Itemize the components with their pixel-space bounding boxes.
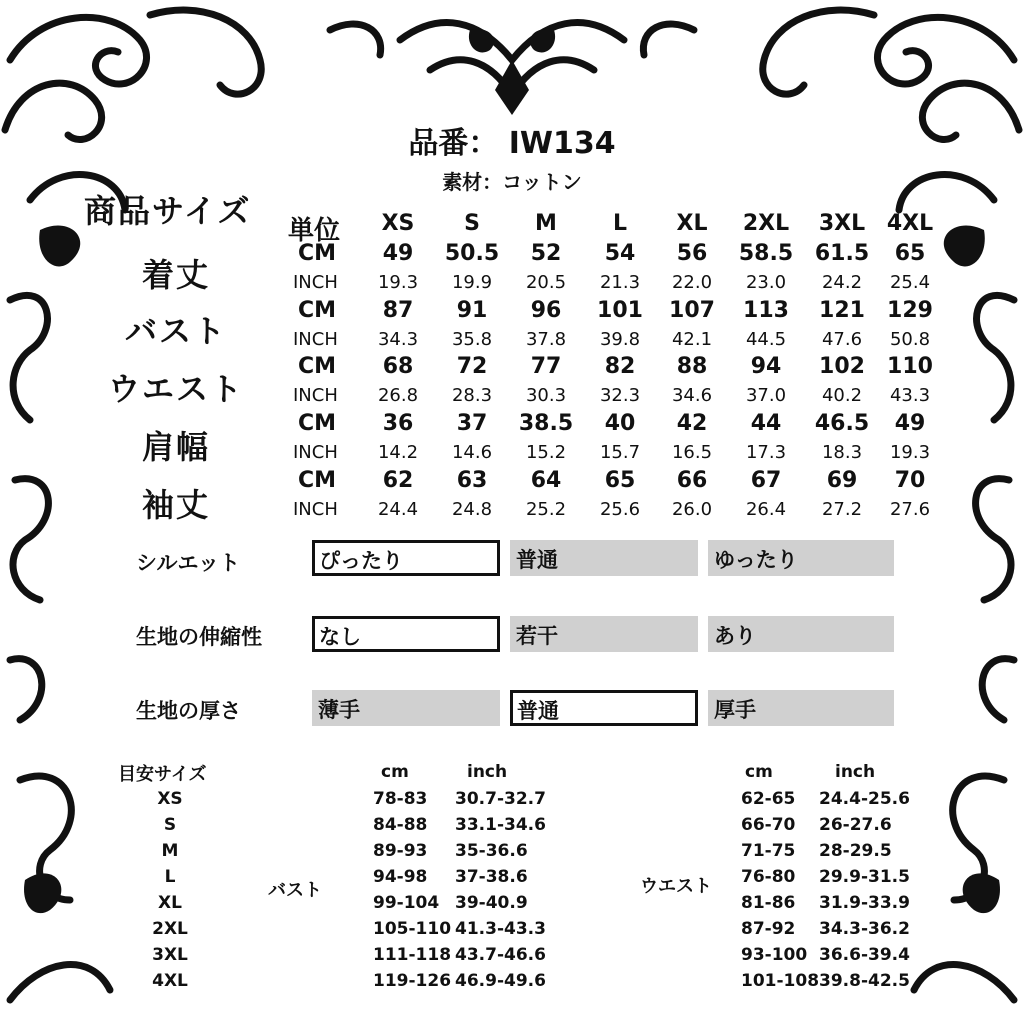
- unit-cm-label: CM: [298, 468, 337, 493]
- guide-waist-inch: 26-27.6: [819, 815, 892, 835]
- bust-col-inch: inch: [467, 762, 508, 782]
- guide-waist-cm: 81-86: [741, 893, 796, 913]
- guide-waist-inch: 39.8-42.5: [819, 971, 910, 991]
- attr-option: ゆったり: [708, 540, 894, 576]
- cell-cm: 37: [456, 411, 488, 436]
- guide-waist-inch: 29.9-31.5: [819, 867, 910, 887]
- row-label-bust: バスト: [124, 312, 227, 350]
- guide-bust-inch: 41.3-43.3: [455, 919, 546, 939]
- guide-waist-inch: 36.6-39.4: [819, 945, 910, 965]
- size-header-xl: XL: [676, 211, 708, 236]
- cell-inch: 44.5: [745, 329, 787, 350]
- attr-label-stretch: 生地の伸縮性: [136, 625, 262, 649]
- cell-cm: 64: [530, 468, 562, 493]
- guide-size-label: 4XL: [152, 971, 188, 991]
- size-header-l: L: [612, 211, 628, 236]
- size-header-s: S: [464, 211, 480, 236]
- cell-cm: 40: [604, 411, 636, 436]
- row-label-waist: ウエスト: [107, 370, 244, 408]
- cell-cm: 72: [456, 354, 488, 379]
- guide-waist-cm: 71-75: [741, 841, 796, 861]
- cell-inch: 24.4: [377, 499, 419, 520]
- cell-inch: 19.3: [377, 272, 419, 293]
- cell-inch: 27.6: [889, 499, 931, 520]
- cell-cm: 110: [887, 354, 933, 379]
- cell-cm: 129: [887, 298, 933, 323]
- cell-inch: 24.2: [821, 272, 863, 293]
- guide-size-label: M: [161, 841, 179, 861]
- attr-option: 厚手: [708, 690, 894, 726]
- guide-waist-inch: 28-29.5: [819, 841, 892, 861]
- guide-waist-inch: 31.9-33.9: [819, 893, 910, 913]
- cell-inch: 21.3: [599, 272, 641, 293]
- guide-bust-cm: 119-126: [373, 971, 452, 991]
- guide-waist-cm: 93-100: [741, 945, 808, 965]
- unit-inch-label: INCH: [293, 442, 338, 463]
- cell-inch: 25.4: [889, 272, 931, 293]
- guide-bust-cm: 89-93: [373, 841, 428, 861]
- cell-cm: 61.5: [814, 241, 870, 266]
- cell-inch: 35.8: [451, 329, 493, 350]
- guide-bust-inch: 46.9-49.6: [455, 971, 546, 991]
- cell-inch: 26.8: [377, 385, 419, 406]
- guide-size-label: L: [164, 867, 176, 887]
- guide-bust-inch: 39-40.9: [455, 893, 528, 913]
- cell-inch: 26.4: [745, 499, 787, 520]
- cell-cm: 49: [894, 411, 926, 436]
- attr-option: 薄手: [312, 690, 500, 726]
- guide-size-label: XL: [158, 893, 182, 913]
- cell-inch: 24.8: [451, 499, 493, 520]
- guide-bust-inch: 43.7-46.6: [455, 945, 546, 965]
- attr-option: 若干: [510, 616, 698, 652]
- guide-bust-inch: 30.7-32.7: [455, 789, 546, 809]
- cell-inch: 47.6: [821, 329, 863, 350]
- guide-size-label: S: [163, 815, 177, 835]
- unit-inch-label: INCH: [293, 385, 338, 406]
- attr-option: なし: [312, 616, 500, 652]
- guide-size-label: 3XL: [152, 945, 188, 965]
- cell-cm: 62: [382, 468, 414, 493]
- cell-cm: 87: [382, 298, 414, 323]
- cell-cm: 113: [743, 298, 789, 323]
- guide-waist-inch: 24.4-25.6: [819, 789, 910, 809]
- cell-cm: 49: [382, 241, 414, 266]
- cell-cm: 54: [604, 241, 636, 266]
- cell-cm: 68: [382, 354, 414, 379]
- cell-cm: 91: [456, 298, 488, 323]
- cell-inch: 14.2: [377, 442, 419, 463]
- cell-cm: 121: [819, 298, 865, 323]
- product-number-title: 品番： IW134: [408, 126, 616, 161]
- waist-col-inch: inch: [835, 762, 876, 782]
- attr-option: あり: [708, 616, 894, 652]
- unit-inch-label: INCH: [293, 272, 338, 293]
- cell-inch: 15.2: [525, 442, 567, 463]
- size-guide-title: 目安サイズ: [118, 764, 207, 785]
- cell-cm: 102: [819, 354, 865, 379]
- guide-bust-label: バスト: [268, 880, 322, 901]
- cell-cm: 42: [676, 411, 708, 436]
- cell-inch: 34.6: [671, 385, 713, 406]
- cell-cm: 63: [456, 468, 488, 493]
- cell-inch: 22.0: [671, 272, 713, 293]
- guide-waist-cm: 87-92: [741, 919, 796, 939]
- bust-col-cm: cm: [381, 762, 409, 782]
- cell-inch: 25.6: [599, 499, 641, 520]
- cell-inch: 25.2: [525, 499, 567, 520]
- cell-cm: 36: [382, 411, 414, 436]
- row-label-sleeve: 袖丈: [141, 486, 210, 524]
- cell-cm: 101: [597, 298, 643, 323]
- guide-size-label: XS: [157, 789, 183, 809]
- waist-col-cm: cm: [745, 762, 773, 782]
- cell-inch: 27.2: [821, 499, 863, 520]
- cell-inch: 16.5: [671, 442, 713, 463]
- cell-cm: 65: [604, 468, 636, 493]
- cell-cm: 56: [676, 241, 708, 266]
- cell-cm: 46.5: [814, 411, 870, 436]
- cell-cm: 50.5: [444, 241, 500, 266]
- guide-bust-cm: 99-104: [373, 893, 440, 913]
- cell-inch: 43.3: [889, 385, 931, 406]
- attr-option: ぴったり: [312, 540, 500, 576]
- cell-cm: 94: [750, 354, 782, 379]
- guide-size-label: 2XL: [152, 919, 188, 939]
- unit-cm-label: CM: [298, 298, 337, 323]
- guide-bust-cm: 105-110: [373, 919, 452, 939]
- cell-cm: 65: [894, 241, 926, 266]
- cell-inch: 18.3: [821, 442, 863, 463]
- cell-cm: 52: [530, 241, 562, 266]
- guide-waist-cm: 76-80: [741, 867, 796, 887]
- guide-waist-cm: 66-70: [741, 815, 796, 835]
- row-label-length: 着丈: [141, 256, 210, 294]
- cell-inch: 15.7: [599, 442, 641, 463]
- cell-inch: 30.3: [525, 385, 567, 406]
- cell-inch: 42.1: [671, 329, 713, 350]
- guide-waist-inch: 34.3-36.2: [819, 919, 910, 939]
- cell-cm: 38.5: [518, 411, 574, 436]
- guide-waist-cm: 101-108: [741, 971, 820, 991]
- guide-bust-cm: 94-98: [373, 867, 428, 887]
- attr-label-silhouette: シルエット: [136, 551, 241, 575]
- size-header-2xl: 2XL: [742, 211, 790, 236]
- size-header-m: M: [535, 211, 557, 236]
- size-header-3xl: 3XL: [818, 211, 866, 236]
- row-label-shoulder: 肩幅: [141, 428, 210, 466]
- guide-waist-cm: 62-65: [741, 789, 796, 809]
- cell-inch: 50.8: [889, 329, 931, 350]
- cell-inch: 37.0: [745, 385, 787, 406]
- cell-inch: 32.3: [599, 385, 641, 406]
- unit-cm-label: CM: [298, 241, 337, 266]
- cell-cm: 44: [750, 411, 782, 436]
- unit-inch-label: INCH: [293, 499, 338, 520]
- cell-inch: 14.6: [451, 442, 493, 463]
- cell-inch: 28.3: [451, 385, 493, 406]
- guide-bust-inch: 37-38.6: [455, 867, 528, 887]
- cell-cm: 70: [894, 468, 926, 493]
- cell-inch: 34.3: [377, 329, 419, 350]
- cell-inch: 37.8: [525, 329, 567, 350]
- cell-inch: 19.9: [451, 272, 493, 293]
- cell-cm: 66: [676, 468, 708, 493]
- guide-bust-inch: 33.1-34.6: [455, 815, 546, 835]
- cell-cm: 69: [826, 468, 858, 493]
- cell-inch: 23.0: [745, 272, 787, 293]
- cell-inch: 19.3: [889, 442, 931, 463]
- guide-waist-label: ウエスト: [640, 876, 712, 897]
- cell-cm: 96: [530, 298, 562, 323]
- cell-cm: 107: [669, 298, 715, 323]
- attr-label-thickness: 生地の厚さ: [136, 699, 241, 723]
- unit-inch-label: INCH: [293, 329, 338, 350]
- cell-inch: 26.0: [671, 499, 713, 520]
- size-header-4xl: 4XL: [886, 211, 934, 236]
- cell-inch: 40.2: [821, 385, 863, 406]
- size-header-xs: XS: [381, 211, 415, 236]
- cell-inch: 20.5: [525, 272, 567, 293]
- cell-inch: 39.8: [599, 329, 641, 350]
- attr-option: 普通: [510, 690, 698, 726]
- cell-inch: 17.3: [745, 442, 787, 463]
- guide-bust-cm: 111-118: [373, 945, 452, 965]
- unit-header: 単位: [288, 216, 341, 246]
- cell-cm: 88: [676, 354, 708, 379]
- attr-option: 普通: [510, 540, 698, 576]
- guide-bust-cm: 78-83: [373, 789, 428, 809]
- cell-cm: 67: [750, 468, 782, 493]
- cell-cm: 82: [604, 354, 636, 379]
- cell-cm: 58.5: [738, 241, 794, 266]
- cell-cm: 77: [530, 354, 562, 379]
- product-size-section-title: 商品サイズ: [84, 192, 252, 230]
- unit-cm-label: CM: [298, 354, 337, 379]
- unit-cm-label: CM: [298, 411, 337, 436]
- guide-bust-cm: 84-88: [373, 815, 428, 835]
- material-label: 素材：コットン: [442, 170, 582, 194]
- guide-bust-inch: 35-36.6: [455, 841, 528, 861]
